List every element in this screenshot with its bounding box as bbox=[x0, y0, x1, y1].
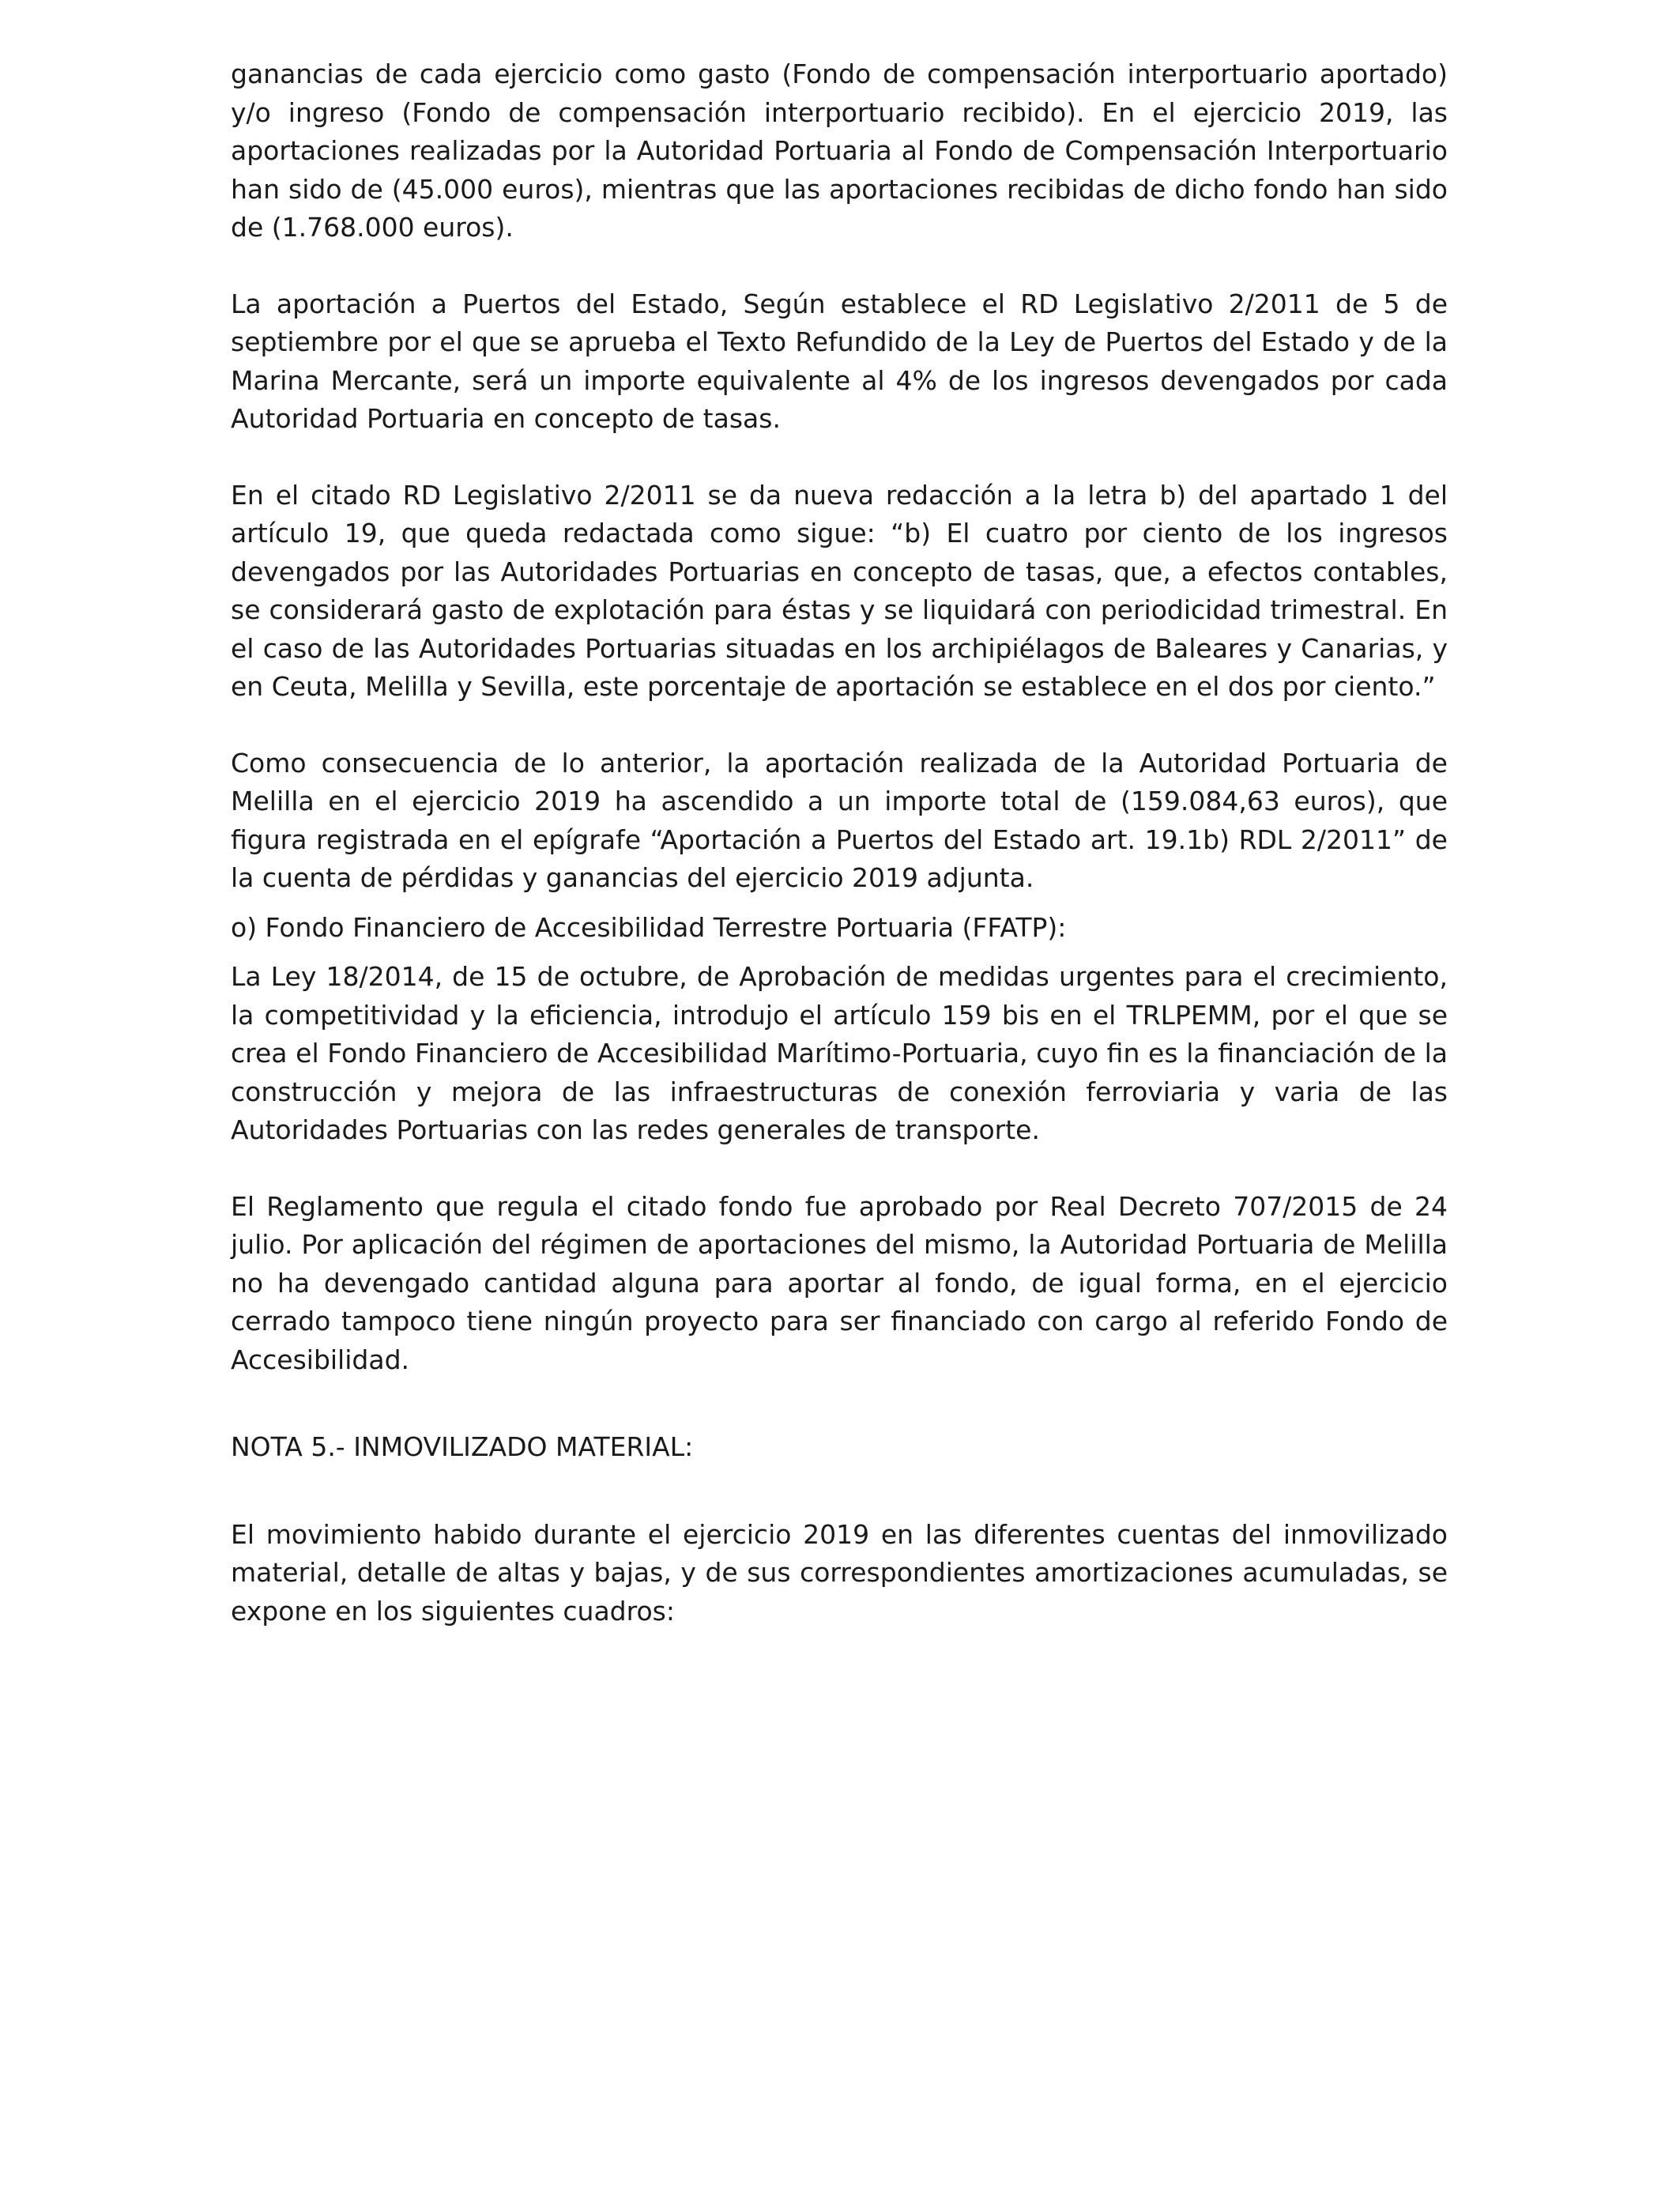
paragraph-aportacion-puertos-estado: La aportación a Puertos del Estado, Según establece el RD Legislativo 2/2011 de 5 de septiembre por el que se aprueba el Texto Refundido de la Ley de Puertos del Estado y de la Marina Mercante, será un importe equivalente al 4% de los ingresos devengados por cada Autoridad Portuaria en concepto de tasas. bbox=[231, 288, 1448, 434]
document-body bbox=[231, 55, 1448, 1630]
paragraph-movimiento-inmovilizado: El movimiento habido durante el ejercicio 2019 en las diferentes cuentas del inmovilizado material, detalle de altas y bajas, y de sus correspondientes amortizaciones acumuladas, se expone en los siguientes cuadros: bbox=[231, 1518, 1448, 1627]
paragraph-fondo-compensacion: ganancias de cada ejercicio como gasto (Fondo de compensación interportuario aportado) y/o ingreso (Fondo de compensación interportuario recibido). En el ejercicio 2019, las aportaciones realizadas por la Autoridad Portuaria al Fondo de Compensación Interportuario han sido de (45.000 euros), mientras que las aportaciones recibidas de dicho fondo han sido de (1.768.000 euros). bbox=[231, 58, 1448, 243]
paragraph-ley-18-2014: La Ley 18/2014, de 15 de octubre, de Aprobación de medidas urgentes para el crecimiento, la competitividad y la eficiencia, introdujo el artículo 159 bis en el TRLPEMM, por el que se crea el Fondo Financiero de Accesibilidad Marítimo-Portuaria, cuyo fin es la financiación de la construcción y mejora de las infraestructuras de conexión ferroviaria y varia de las Autoridades Portuarias con las redes generales de transporte. bbox=[231, 961, 1448, 1145]
section-heading-ffatp: o) Fondo Financiero de Accesibilidad Terrestre Portuaria (FFATP): bbox=[231, 911, 1067, 943]
paragraph-aportacion-melilla: Como consecuencia de lo anterior, la aportación realizada de la Autoridad Portuaria de Melilla en el ejercicio 2019 ha ascendido a un importe total de (159.084,63 euros), que figura registrada en el epígrafe “Aportación a Puertos del Estado art. 19.1b) RDL 2/2011” de la cuenta de pérdidas y ganancias del ejercicio 2019 adjunta. bbox=[231, 747, 1448, 893]
paragraph-rd-legislativo: En el citado RD Legislativo 2/2011 se da nueva redacción a la letra b) del apartado 1 del artículo 19, que queda redactada como sigue: “b) El cuatro por ciento de los ingresos devengados por las Autoridades Portuarias en concepto de tasas, que, a efectos contables, se considerará gasto de explotación para éstas y se liquidará con periodicidad trimestral. En el caso de las Autoridades Portuarias situadas en los archipiélagos de Baleares y Canarias, y en Ceuta, Melilla y Sevilla, este porcentaje de aportación se establece en el dos por ciento.” bbox=[231, 479, 1448, 702]
paragraph-reglamento: El Reglamento que regula el citado fondo fue aprobado por Real Decreto 707/2015 de 24 julio. Por aplicación del régimen de aportaciones del mismo, la Autoridad Portuaria de Melilla no ha devengado cantidad alguna para aportar al fondo, de igual forma, en el ejercicio cerrado tampoco tiene ningún proyecto para ser financiado con cargo al referido Fondo de Accesibilidad. bbox=[231, 1190, 1448, 1375]
section-heading-nota-5: NOTA 5.- INMOVILIZADO MATERIAL: bbox=[231, 1431, 694, 1462]
